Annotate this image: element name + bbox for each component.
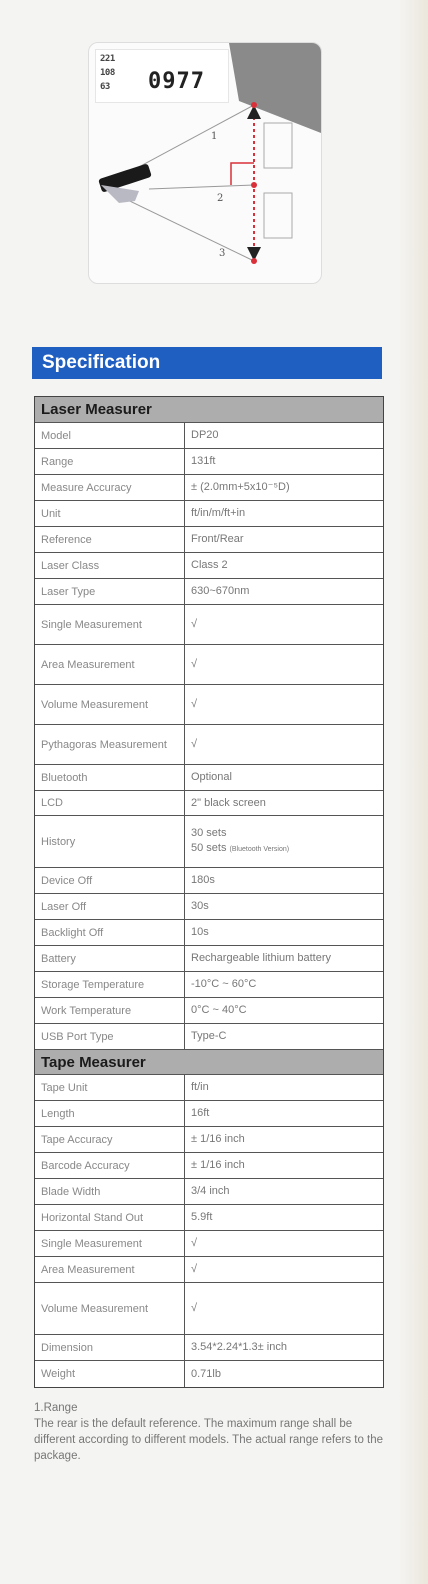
spec-value-group xyxy=(185,816,383,867)
spec-value: DP20 xyxy=(191,429,219,441)
spec-value: 30s xyxy=(191,900,209,912)
lcd-reading-1: 221 xyxy=(100,54,115,64)
spec-key: Horizontal Stand Out xyxy=(35,1205,185,1230)
spec-key: Reference xyxy=(35,527,185,552)
spec-key: Area Measurement xyxy=(35,1257,185,1282)
device-tape xyxy=(101,185,139,203)
table-row xyxy=(35,501,383,527)
spec-value: 10s xyxy=(191,926,209,938)
spec-key: Backlight Off xyxy=(35,920,185,945)
beam-line-middle xyxy=(149,185,254,189)
table-row xyxy=(35,1361,383,1387)
table-row xyxy=(35,1127,383,1153)
spec-key: Barcode Accuracy xyxy=(35,1153,185,1178)
spec-key: Volume Measurement xyxy=(35,685,185,724)
spec-value: ± 1/16 inch xyxy=(191,1159,245,1171)
diagram-label-1: 1 xyxy=(211,131,218,142)
reference-box-top xyxy=(264,123,292,168)
table-row xyxy=(35,972,383,998)
spec-value: 131ft xyxy=(191,455,216,467)
spec-value: Class 2 xyxy=(191,559,228,571)
laser-dot-top xyxy=(251,102,257,108)
spec-value: √ xyxy=(191,1263,198,1275)
spec-key: Bluetooth xyxy=(35,765,185,790)
spec-key: Length xyxy=(35,1101,185,1126)
spec-value-secondary: 50 sets xyxy=(191,842,227,854)
spec-value: √ xyxy=(191,658,198,670)
spec-value: Rechargeable lithium battery xyxy=(191,952,332,964)
table-row xyxy=(35,1101,383,1127)
table-row xyxy=(35,1257,383,1283)
footnote-title: 1.Range xyxy=(34,1402,78,1414)
table-row xyxy=(35,1335,383,1361)
specification-banner: Specification xyxy=(32,347,382,379)
spec-value: 180s xyxy=(191,874,215,886)
spec-value: ± (2.0mm+5x10⁻⁵D) xyxy=(191,481,290,493)
spec-key: Storage Temperature xyxy=(35,972,185,997)
spec-key: Device Off xyxy=(35,868,185,893)
spec-value: √ xyxy=(191,618,198,630)
spec-key: Volume Measurement xyxy=(35,1283,185,1334)
table-row xyxy=(35,605,383,645)
table-row xyxy=(35,1075,383,1101)
spec-key: LCD xyxy=(35,791,185,815)
spec-key: Weight xyxy=(35,1361,185,1387)
lcd-reading-2: 108 xyxy=(100,68,115,78)
table-row xyxy=(35,868,383,894)
table-row xyxy=(35,553,383,579)
table-row xyxy=(35,791,383,816)
footnote-text: The rear is the default reference. The maximum range shall be different according to different models. The actual range refers to the package. xyxy=(34,1418,384,1462)
spec-value: -10°C ~ 60°C xyxy=(191,978,257,990)
lcd-reading-3: 63 xyxy=(100,82,110,92)
spec-key: Tape Accuracy xyxy=(35,1127,185,1152)
spec-value: ± 1/16 inch xyxy=(191,1133,245,1145)
measurement-diagram xyxy=(88,42,322,284)
spec-value: √ xyxy=(191,1302,198,1314)
spec-key: Blade Width xyxy=(35,1179,185,1204)
target-surface xyxy=(229,43,321,133)
spec-value: √ xyxy=(191,738,198,750)
table-row xyxy=(35,527,383,553)
spec-value: √ xyxy=(191,1237,198,1249)
table-row xyxy=(35,449,383,475)
table-row xyxy=(35,475,383,501)
table-row xyxy=(35,920,383,946)
spec-key: Measure Accuracy xyxy=(35,475,185,500)
spec-key: Battery xyxy=(35,946,185,971)
diagram-label-3: 3 xyxy=(219,248,226,259)
table-row xyxy=(35,423,383,449)
reference-box-bottom xyxy=(264,193,292,238)
spec-value: 630~670nm xyxy=(191,585,250,597)
spec-key: Single Measurement xyxy=(35,1231,185,1256)
spec-key: Pythagoras Measurement xyxy=(35,725,185,764)
spec-value: 0°C ~ 40°C xyxy=(191,1004,247,1016)
spec-value: 2" black screen xyxy=(191,796,266,809)
spec-value-note: (Bluetooth Version) xyxy=(229,846,290,853)
table-row xyxy=(35,645,383,685)
spec-value: 0.71lb xyxy=(191,1367,221,1380)
section-header-tape: Tape Measurer xyxy=(35,1050,383,1075)
spec-table xyxy=(34,396,384,1388)
lcd-main-reading: 0977 xyxy=(148,69,205,94)
table-row xyxy=(35,998,383,1024)
laser-dot-middle xyxy=(251,182,257,188)
spec-key: Work Temperature xyxy=(35,998,185,1023)
spec-value: Front/Rear xyxy=(191,533,244,545)
spec-value: ft/in xyxy=(191,1081,209,1093)
spec-value: 16ft xyxy=(191,1107,210,1119)
table-row xyxy=(35,1205,383,1231)
spec-value: 5.9ft xyxy=(191,1211,213,1223)
spec-value: 30 sets xyxy=(191,827,227,839)
spec-key: USB Port Type xyxy=(35,1024,185,1049)
spec-key: Laser Type xyxy=(35,579,185,604)
spec-key: Unit xyxy=(35,501,185,526)
table-row xyxy=(35,816,383,868)
bracket-line xyxy=(231,163,254,185)
spec-key: Tape Unit xyxy=(35,1075,185,1100)
spec-value: ft/in/m/ft+in xyxy=(191,507,246,519)
spec-key: Dimension xyxy=(35,1335,185,1360)
footnote xyxy=(34,1400,394,1464)
spec-value: Optional xyxy=(191,771,232,783)
laser-dot-bottom xyxy=(251,258,257,264)
table-row xyxy=(35,725,383,765)
table-row xyxy=(35,946,383,972)
diagram-label-2: 2 xyxy=(217,193,224,204)
spec-value: √ xyxy=(191,698,198,710)
table-row xyxy=(35,579,383,605)
spec-value: 3/4 inch xyxy=(191,1185,230,1197)
table-row xyxy=(35,894,383,920)
table-row xyxy=(35,1231,383,1257)
spec-key: Range xyxy=(35,449,185,474)
spec-value: 3.54*2.24*1.3± inch xyxy=(191,1341,287,1353)
spec-key: Model xyxy=(35,423,185,448)
spec-key: Single Measurement xyxy=(35,605,185,644)
table-row xyxy=(35,1179,383,1205)
spec-key: Area Measurement xyxy=(35,645,185,684)
section-header-laser: Laser Measurer xyxy=(35,397,383,423)
table-row xyxy=(35,1283,383,1335)
lcd-display xyxy=(95,49,229,103)
spec-value: Type-C xyxy=(191,1030,227,1042)
table-row xyxy=(35,1153,383,1179)
table-row xyxy=(35,1024,383,1050)
table-row xyxy=(35,765,383,791)
spec-key: History xyxy=(35,816,185,867)
page-edge xyxy=(398,0,428,1584)
spec-key: Laser Off xyxy=(35,894,185,919)
table-row xyxy=(35,685,383,725)
spec-key: Laser Class xyxy=(35,553,185,578)
